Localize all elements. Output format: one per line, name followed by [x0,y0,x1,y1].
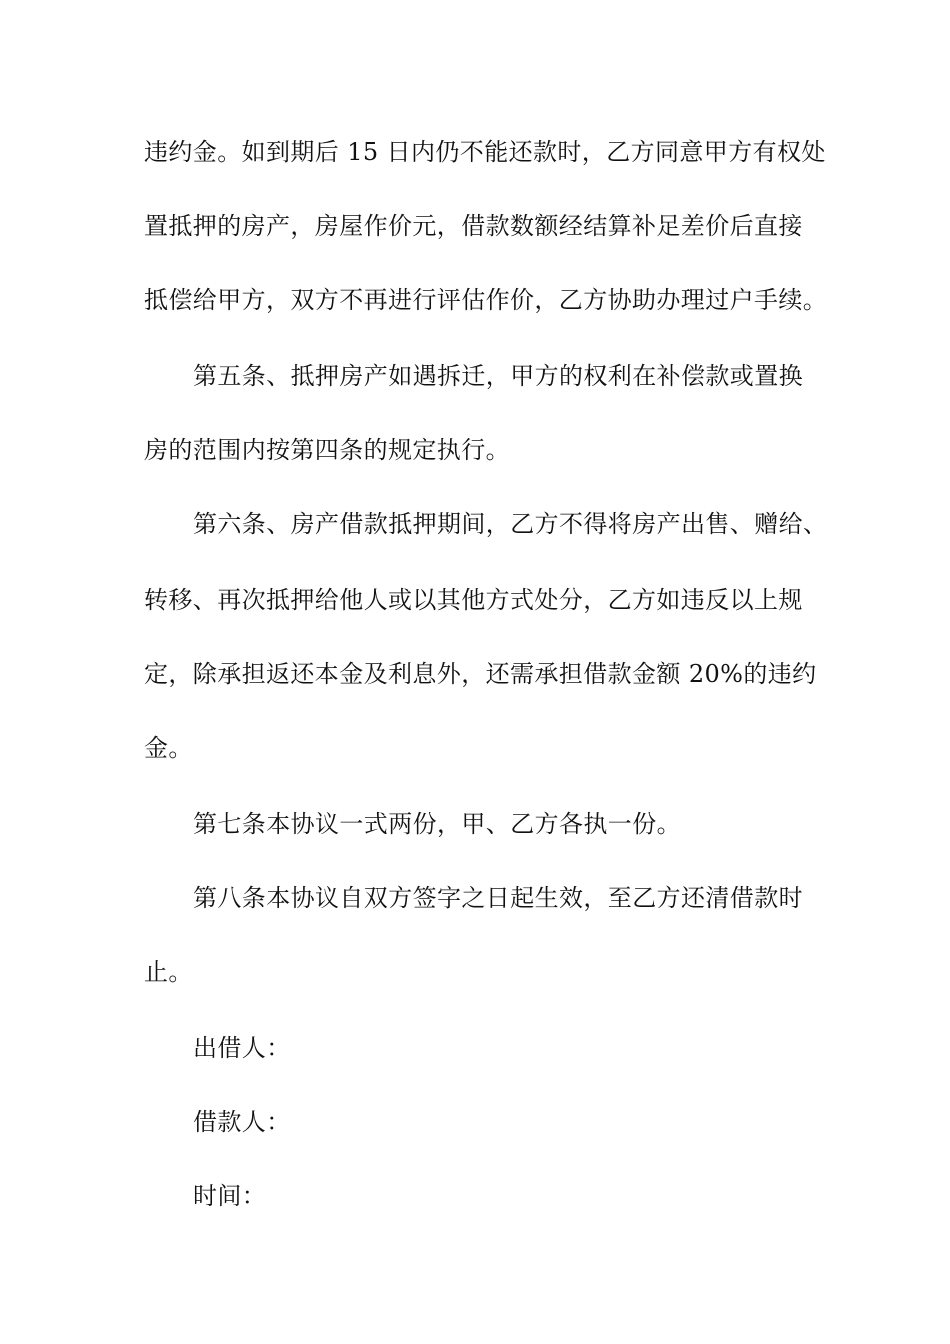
article-7-line: 第七条本协议一式两份，甲、乙方各执一份。 [193,810,681,838]
date-label: 时间： [193,1182,267,1210]
text-line: 定，除承担返还本金及利息外，还需承担借款金额 20%的违约 [144,660,817,688]
lender-label: 出借人： [193,1034,291,1062]
text-line: 抵偿给甲方，双方不再进行评估作价，乙方协助办理过户手续。 [144,286,828,314]
text-line: 转移、再次抵押给他人或以其他方式处分，乙方如违反以上规 [144,586,803,614]
text-line: 违约金。如到期后 15 日内仍不能还款时，乙方同意甲方有权处 [144,138,826,166]
article-8-line: 第八条本协议自双方签字之日起生效，至乙方还清借款时 [193,884,803,912]
article-6-line: 第六条、房产借款抵押期间，乙方不得将房产出售、赠给、 [193,510,828,538]
text-line: 房的范围内按第四条的规定执行。 [144,436,510,464]
text-line: 止。 [144,958,193,986]
text-line: 金。 [144,734,193,762]
article-5-line: 第五条、抵押房产如遇拆迁，甲方的权利在补偿款或置换 [193,362,803,390]
borrower-label: 借款人： [193,1108,291,1136]
text-line: 置抵押的房产，房屋作价元，借款数额经结算补足差价后直接 [144,212,803,240]
